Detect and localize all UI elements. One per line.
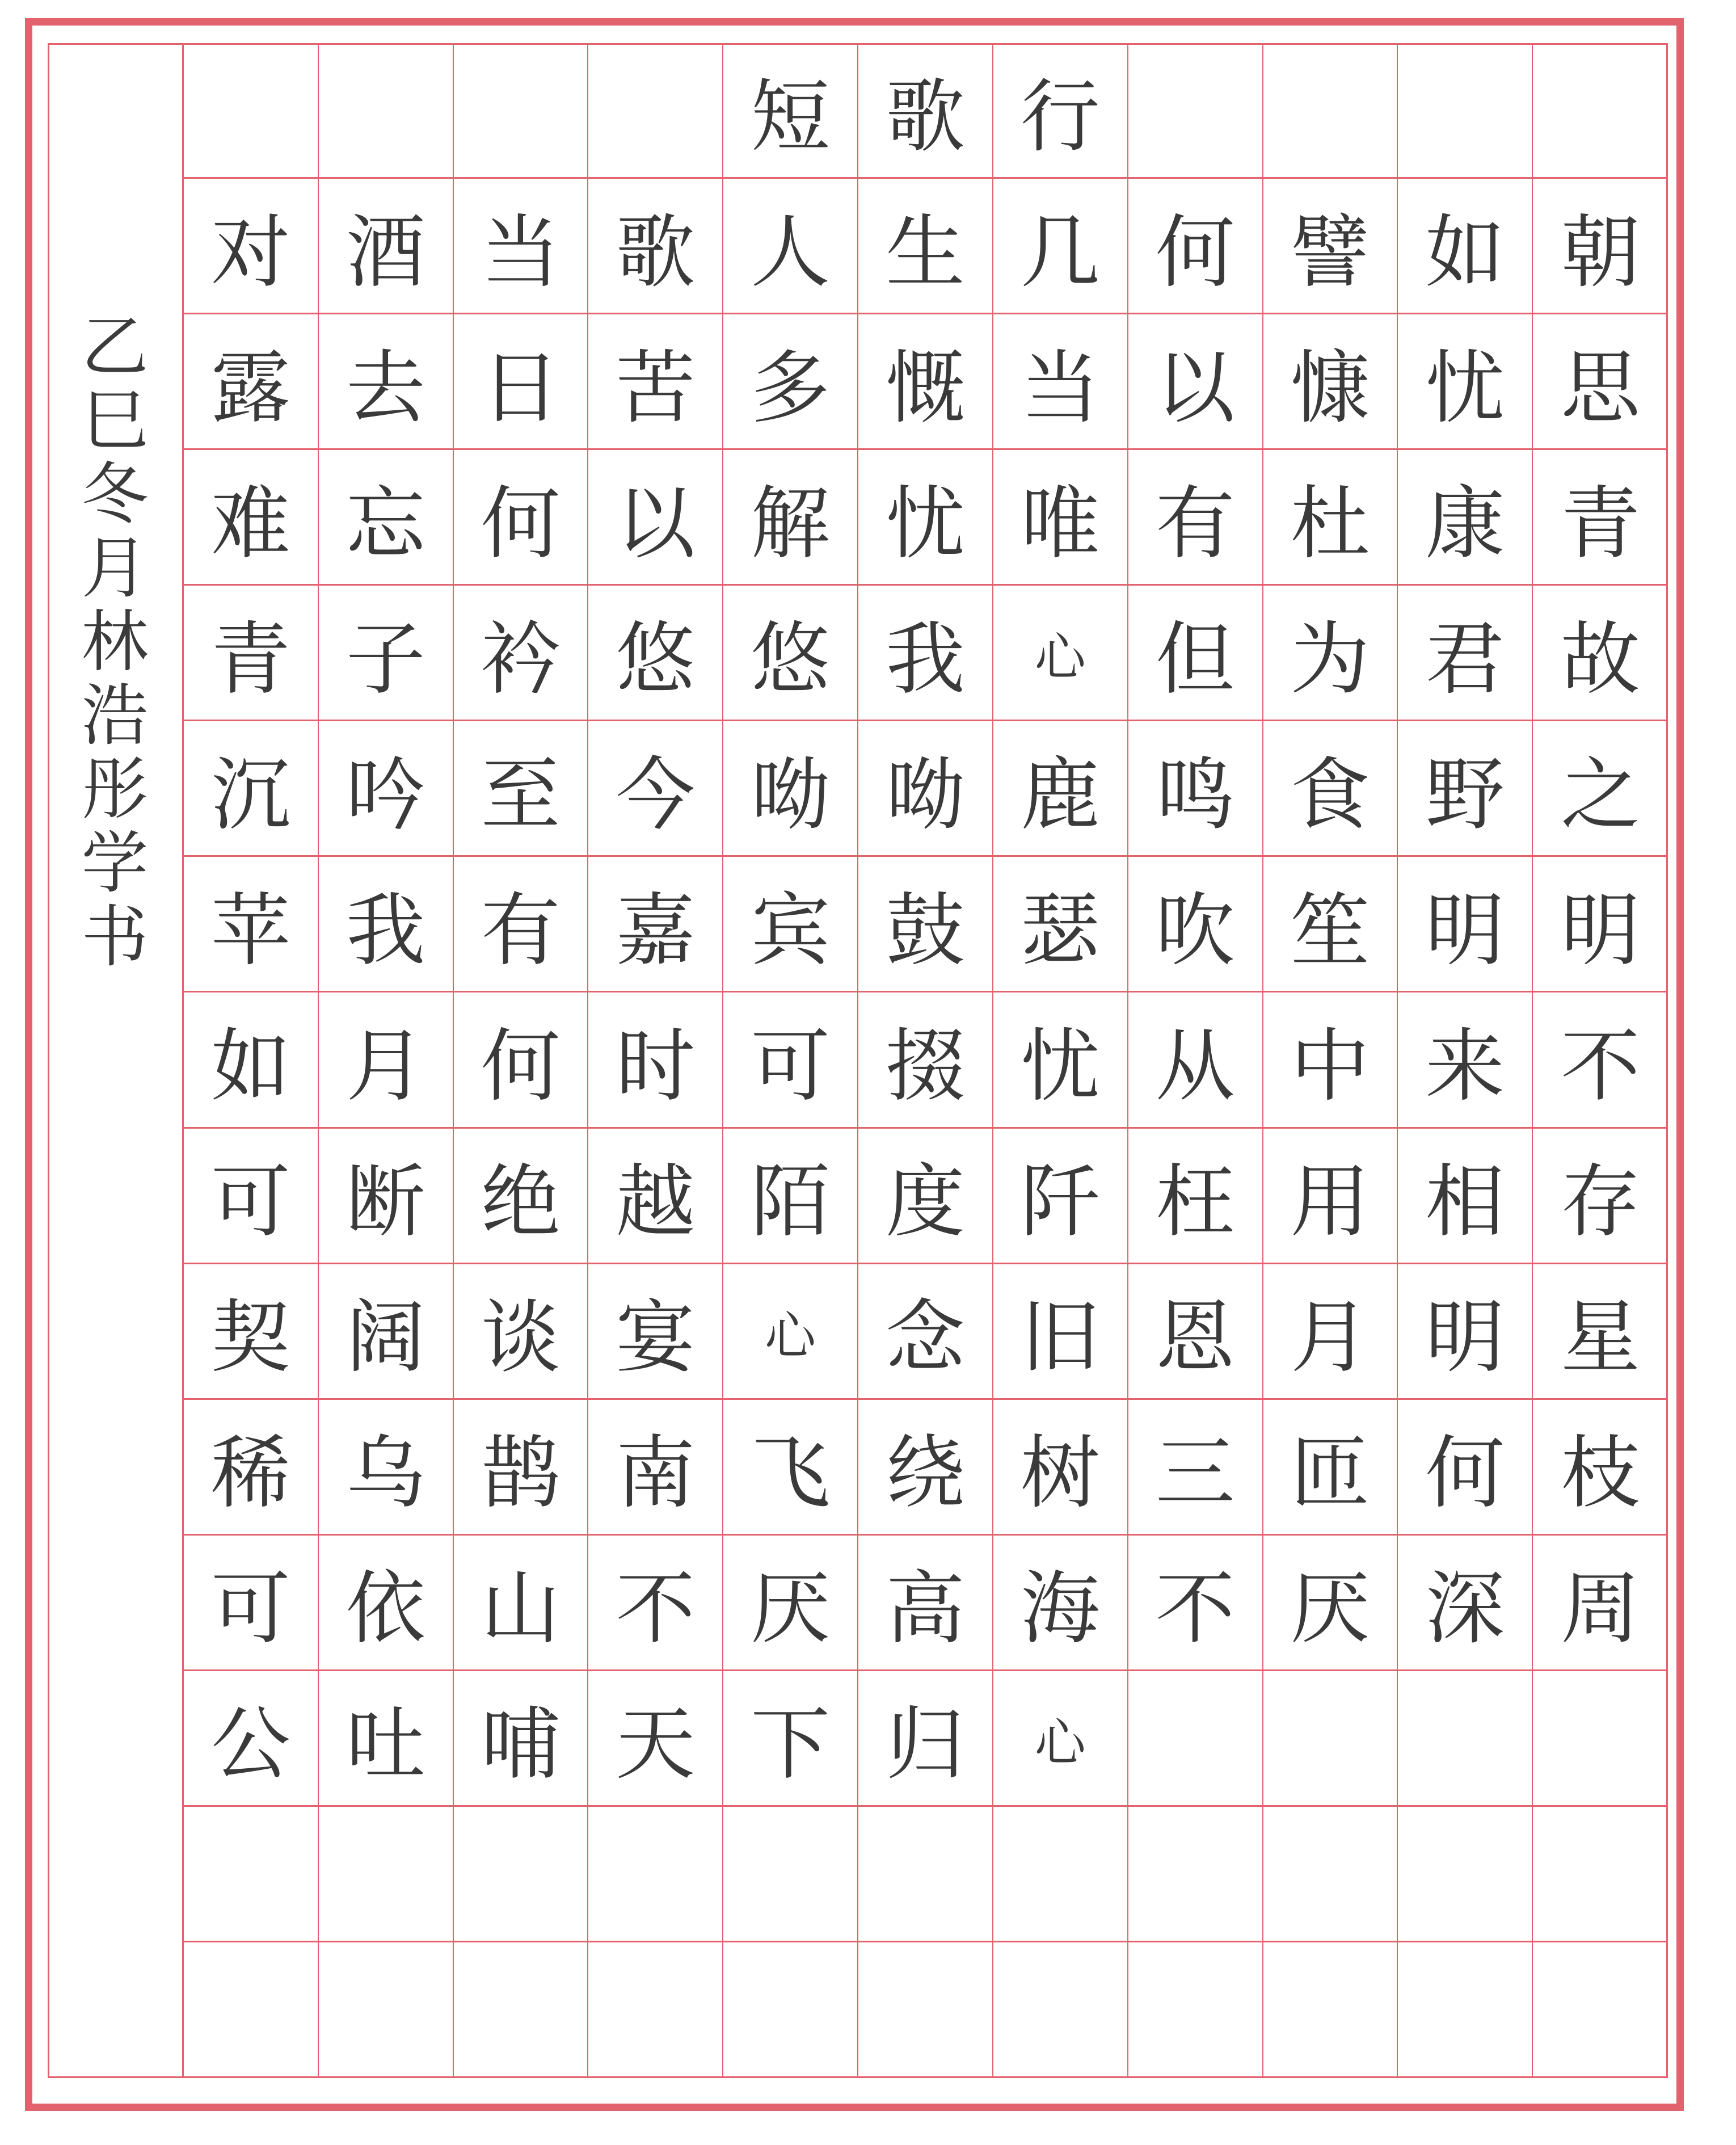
- grid-cell: [1398, 1807, 1533, 1942]
- grid-cell: 忧: [1398, 314, 1533, 450]
- title-cell: [588, 43, 723, 179]
- grid-cell: 掇: [858, 992, 993, 1128]
- grid-cell: 山: [454, 1536, 589, 1671]
- grid-cell: 解: [723, 450, 858, 586]
- signature-char: 浩: [81, 676, 149, 755]
- grid-cell: 何: [454, 450, 589, 586]
- grid-cell: 来: [1398, 992, 1533, 1128]
- grid-cell: 子: [319, 586, 454, 721]
- grid-cell: 瑟: [993, 857, 1128, 992]
- grid-cell: 三: [1128, 1400, 1263, 1536]
- grid-cell: 几: [993, 179, 1128, 314]
- grid-cell: 不: [1128, 1536, 1263, 1671]
- grid-cell: [1128, 1942, 1263, 2078]
- grid-cell: [184, 1942, 319, 2078]
- grid-cell: 对: [184, 179, 319, 314]
- grid-cell: 酒: [319, 179, 454, 314]
- grid-cell: 稀: [184, 1400, 319, 1536]
- grid-cell: 用: [1263, 1129, 1398, 1264]
- grid-cell: 至: [454, 721, 589, 857]
- grid-cell: [858, 1942, 993, 2078]
- grid-cell: 呦: [858, 721, 993, 857]
- grid-cell: 以: [588, 450, 723, 586]
- title-cell: [319, 43, 454, 179]
- grid-cell: [1533, 1942, 1668, 2078]
- grid-cell: 嘉: [588, 857, 723, 992]
- grid-cell: 如: [1398, 179, 1533, 314]
- grid-cell: [723, 1807, 858, 1942]
- grid-cell: 越: [588, 1129, 723, 1264]
- grid-cell: 当: [993, 314, 1128, 450]
- grid-cell: 旧: [993, 1264, 1128, 1400]
- grid-cell: 明: [1398, 1264, 1533, 1400]
- grid-cell: [1263, 1671, 1398, 1807]
- grid-cell: 沉: [184, 721, 319, 857]
- signature-char: 巳: [81, 381, 149, 460]
- grid-cell: [993, 1942, 1128, 2078]
- grid-cell: 慨: [858, 314, 993, 450]
- grid-cell: 绝: [454, 1129, 589, 1264]
- grid-cell: 宴: [588, 1264, 723, 1400]
- grid-cell: [588, 1942, 723, 2078]
- grid-cell: 鹊: [454, 1400, 589, 1536]
- grid-cell: 杜: [1263, 450, 1398, 586]
- grid-cell: [184, 1807, 319, 1942]
- grid-cell: 之: [1533, 721, 1668, 857]
- grid-cell: 吟: [319, 721, 454, 857]
- signature: [48, 310, 182, 974]
- grid-cell: 度: [858, 1129, 993, 1264]
- grid-cell: 星: [1533, 1264, 1668, 1400]
- grid-cell: [993, 1807, 1128, 1942]
- grid-cell: 海: [993, 1536, 1128, 1671]
- grid-cell: 呦: [723, 721, 858, 857]
- grid-cell: 忧: [993, 992, 1128, 1128]
- grid-cell: 厌: [723, 1536, 858, 1671]
- signature-char: 月: [81, 529, 149, 607]
- title-cell: [1398, 43, 1533, 179]
- grid-cell: 宾: [723, 857, 858, 992]
- grid-cell: 忧: [858, 450, 993, 586]
- title-cell: 行: [993, 43, 1128, 179]
- grid-cell: [1398, 1942, 1533, 2078]
- grid-cell: 下: [723, 1671, 858, 1807]
- grid-cell: 何: [454, 992, 589, 1128]
- grid-cell: [1533, 1807, 1668, 1942]
- grid-cell: 青: [1533, 450, 1668, 586]
- grid-cell: 恩: [1128, 1264, 1263, 1400]
- signature-char: 彤: [81, 750, 149, 828]
- grid-cell: 日: [454, 314, 589, 450]
- signature-column: [48, 43, 184, 2078]
- grid-cell: 厌: [1263, 1536, 1398, 1671]
- grid-cell: 吐: [319, 1671, 454, 1807]
- grid-cell: [723, 1942, 858, 2078]
- grid-cell: 何: [1398, 1400, 1533, 1536]
- grid-cell: 心: [993, 586, 1128, 721]
- grid-cell: 心: [723, 1264, 858, 1400]
- grid-cell: 衿: [454, 586, 589, 721]
- grid-cell: 人: [723, 179, 858, 314]
- grid-cell: 匝: [1263, 1400, 1398, 1536]
- grid-cell: 断: [319, 1129, 454, 1264]
- grid-cell: 明: [1398, 857, 1533, 992]
- grid-cell: 如: [184, 992, 319, 1128]
- grid-cell: [454, 1942, 589, 2078]
- grid-cell: 今: [588, 721, 723, 857]
- grid-cell: 月: [319, 992, 454, 1128]
- grid-cell: [1263, 1942, 1398, 2078]
- grid-cell: 苹: [184, 857, 319, 992]
- grid-cell: 当: [454, 179, 589, 314]
- grid-cell: 念: [858, 1264, 993, 1400]
- grid-cell: 深: [1398, 1536, 1533, 1671]
- grid-cell: 公: [184, 1671, 319, 1807]
- grid-cell: 露: [184, 314, 319, 450]
- grid-cell: 不: [1533, 992, 1668, 1128]
- grid-cell: 我: [319, 857, 454, 992]
- grid-cell: 枝: [1533, 1400, 1668, 1536]
- grid-cell: 从: [1128, 992, 1263, 1128]
- grid-cell: 悠: [723, 586, 858, 721]
- grid-cell: 但: [1128, 586, 1263, 721]
- grid-cell: 鹿: [993, 721, 1128, 857]
- grid-cell: [319, 1807, 454, 1942]
- signature-char: 学: [81, 824, 149, 902]
- grid-cell: [319, 1942, 454, 2078]
- signature-char: 乙: [81, 308, 149, 386]
- grid-cell: [1398, 1671, 1533, 1807]
- grid-cell: 乌: [319, 1400, 454, 1536]
- title-cell: [454, 43, 589, 179]
- grid-cell: 去: [319, 314, 454, 450]
- grid-cell: 食: [1263, 721, 1398, 857]
- grid-cell: 可: [184, 1536, 319, 1671]
- grid-cell: 阡: [993, 1129, 1128, 1264]
- grid-cell: [1533, 1671, 1668, 1807]
- grid-cell: 有: [1128, 450, 1263, 586]
- grid-cell: 可: [723, 992, 858, 1128]
- grid-cell: 枉: [1128, 1129, 1263, 1264]
- grid-cell: 以: [1128, 314, 1263, 450]
- grid-cell: 不: [588, 1536, 723, 1671]
- grid-cell: 生: [858, 179, 993, 314]
- grid-cell: 歌: [588, 179, 723, 314]
- grid-cell: 周: [1533, 1536, 1668, 1671]
- signature-char: 林: [81, 603, 149, 681]
- grid-cell: 青: [184, 586, 319, 721]
- grid-cell: 依: [319, 1536, 454, 1671]
- grid-cell: 鼓: [858, 857, 993, 992]
- grid-cell: [1263, 1807, 1398, 1942]
- grid-cell: 忘: [319, 450, 454, 586]
- grid-cell: 契: [184, 1264, 319, 1400]
- grid-cell: 南: [588, 1400, 723, 1536]
- grid-cell: [454, 1807, 589, 1942]
- grid-cell: 高: [858, 1536, 993, 1671]
- grid-cell: 心: [993, 1671, 1128, 1807]
- grid-cell: 吹: [1128, 857, 1263, 992]
- grid-cell: 何: [1128, 179, 1263, 314]
- grid-cell: 天: [588, 1671, 723, 1807]
- title-cell: 歌: [858, 43, 993, 179]
- grid-cell: 悠: [588, 586, 723, 721]
- grid-cell: 中: [1263, 992, 1398, 1128]
- title-cell: [1263, 43, 1398, 179]
- grid-cell: 时: [588, 992, 723, 1128]
- grid-cell: 难: [184, 450, 319, 586]
- title-cell: [1533, 43, 1668, 179]
- grid-cell: 飞: [723, 1400, 858, 1536]
- grid-cell: [858, 1807, 993, 1942]
- grid-cell: 唯: [993, 450, 1128, 586]
- title-cell: [184, 43, 319, 179]
- grid-cell: 康: [1398, 450, 1533, 586]
- grid-cell: 我: [858, 586, 993, 721]
- grid-cell: 为: [1263, 586, 1398, 721]
- grid-cell: 陌: [723, 1129, 858, 1264]
- grid-cell: [1128, 1671, 1263, 1807]
- grid-cell: 鸣: [1128, 721, 1263, 857]
- grid-cell: 譬: [1263, 179, 1398, 314]
- grid-cell: 哺: [454, 1671, 589, 1807]
- character-grid: [184, 43, 1668, 2078]
- grid-cell: [588, 1807, 723, 1942]
- signature-char: 冬: [81, 455, 149, 533]
- grid-cell: 多: [723, 314, 858, 450]
- grid-cell: 明: [1533, 857, 1668, 992]
- grid-cell: 月: [1263, 1264, 1398, 1400]
- grid-cell: 苦: [588, 314, 723, 450]
- grid-cell: 君: [1398, 586, 1533, 721]
- grid-cell: 相: [1398, 1129, 1533, 1264]
- grid-cell: 归: [858, 1671, 993, 1807]
- title-cell: 短: [723, 43, 858, 179]
- grid-cell: 有: [454, 857, 589, 992]
- grid-cell: 绕: [858, 1400, 993, 1536]
- grid-cell: [1128, 1807, 1263, 1942]
- title-cell: [1128, 43, 1263, 179]
- grid-cell: 思: [1533, 314, 1668, 450]
- grid-cell: 朝: [1533, 179, 1668, 314]
- grid-cell: 谈: [454, 1264, 589, 1400]
- grid-cell: 阔: [319, 1264, 454, 1400]
- grid-cell: 可: [184, 1129, 319, 1264]
- signature-char: 书: [81, 898, 149, 976]
- grid-cell: 树: [993, 1400, 1128, 1536]
- grid-cell: 存: [1533, 1129, 1668, 1264]
- grid-cell: 野: [1398, 721, 1533, 857]
- grid-cell: 笙: [1263, 857, 1398, 992]
- grid-cell: 慷: [1263, 314, 1398, 450]
- grid-cell: 故: [1533, 586, 1668, 721]
